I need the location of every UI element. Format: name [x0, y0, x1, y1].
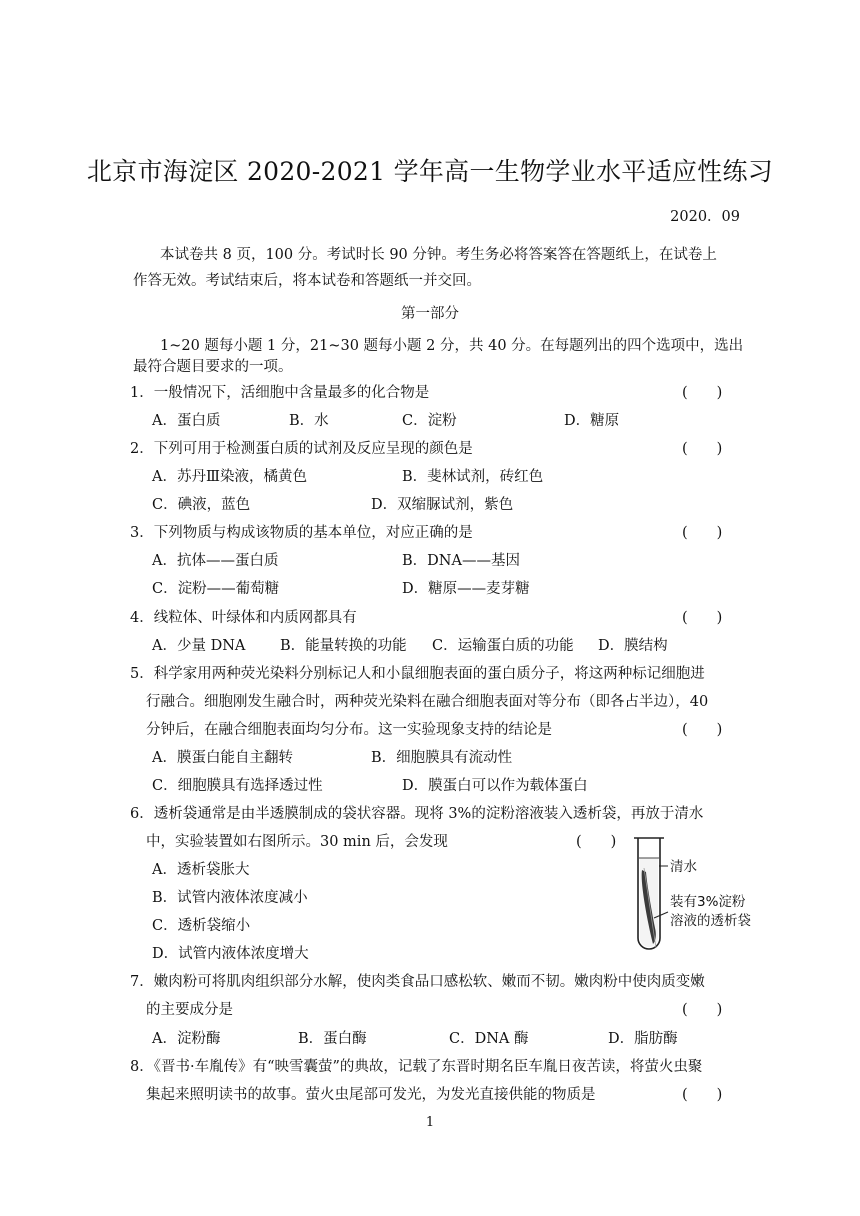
- question-7-option-a: A．淀粉酶: [152, 1031, 221, 1047]
- question-7-answer-blank: ( ): [682, 1002, 723, 1018]
- question-4-answer-blank: ( ): [682, 610, 723, 626]
- question-5-answer-blank: ( ): [682, 722, 723, 738]
- question-7-option-c: C．DNA 酶: [449, 1031, 529, 1047]
- question-7-option-b: B．蛋白酶: [298, 1031, 367, 1047]
- question-4-option-a: A．少量 DNA: [152, 638, 246, 654]
- question-5-option-b: B．细胞膜具有流动性: [371, 750, 513, 766]
- question-4-stem: 4．线粒体、叶绿体和内质网都具有: [130, 610, 357, 626]
- question-4-option-c: C．运输蛋白质的功能: [432, 638, 574, 654]
- question-5-stem-line-3: 分钟后，在融合细胞表面均匀分布。这一实验现象支持的结论是: [146, 722, 552, 738]
- question-8-stem-line-2: 集起来照明读书的故事。萤火虫尾部可发光，为发光直接供能的物质是: [146, 1087, 596, 1103]
- question-6-option-a: A．透析袋胀大: [152, 862, 250, 878]
- question-2-stem: 2．下列可用于检测蛋白质的试剂及反应呈现的颜色是: [130, 441, 473, 457]
- question-3-stem: 3．下列物质与构成该物质的基本单位，对应正确的是: [130, 525, 473, 541]
- question-1-option-a: A．蛋白质: [152, 413, 221, 429]
- test-tube-figure: [620, 830, 780, 960]
- question-6-stem-line-1: 6．透析袋通常是由半透膜制成的袋状容器。现将 3%的淀粉溶液装入透析袋，再放于清水: [130, 806, 704, 822]
- section-title: 第一部分: [401, 306, 459, 322]
- question-1-answer-blank: ( ): [682, 385, 723, 401]
- figure-label-bag-line-2: 溶液的透析袋: [670, 913, 751, 929]
- question-8-stem-line-1: 8．《晋书·车胤传》有“映雪囊萤”的典故，记载了东晋时期名臣车胤日夜苦读，将萤火虫聚: [130, 1059, 703, 1075]
- question-2-answer-blank: ( ): [682, 441, 723, 457]
- question-6-option-b: B．试管内液体浓度减小: [152, 890, 308, 906]
- question-3-option-d: D．糖原——麦芽糖: [402, 581, 530, 597]
- figure-label-water: 清水: [670, 859, 697, 875]
- question-3-answer-blank: ( ): [682, 525, 723, 541]
- question-2-option-d: D．双缩脲试剂，紫色: [371, 497, 514, 513]
- question-6-answer-blank: ( ): [576, 834, 617, 850]
- figure-label-bag-line-1: 装有3%淀粉: [670, 894, 746, 910]
- page-title: 北京市海淀区 2020-2021 学年高一生物学业水平适应性练习: [86, 157, 774, 186]
- question-2-option-a: A．苏丹Ⅲ染液，橘黄色: [152, 469, 307, 485]
- question-3-option-c: C．淀粉——葡萄糖: [152, 581, 280, 597]
- exam-date: 2020．09: [670, 209, 740, 225]
- question-7-stem-line-2: 的主要成分是: [146, 1002, 233, 1018]
- question-1-option-b: B．水: [289, 413, 329, 429]
- question-4-option-d: D．膜结构: [598, 638, 668, 654]
- test-tube-icon: [634, 838, 664, 949]
- question-5-stem-line-2: 行融合。细胞刚发生融合时，两种荧光染料在融合细胞表面对等分布（即各占半边），40: [146, 694, 709, 710]
- section-instructions-2: 最符合题目要求的一项。: [133, 359, 293, 375]
- question-2-option-b: B．斐林试剂，砖红色: [402, 469, 544, 485]
- question-1-option-c: C．淀粉: [402, 413, 457, 429]
- question-2-option-c: C．碘液，蓝色: [152, 497, 251, 513]
- question-5-stem-line-1: 5．科学家用两种荧光染料分别标记人和小鼠细胞表面的蛋白质分子，将这两种标记细胞进: [130, 666, 705, 682]
- question-8-answer-blank: ( ): [682, 1087, 723, 1103]
- question-7-option-d: D．脂肪酶: [608, 1031, 678, 1047]
- question-7-stem-line-1: 7．嫩肉粉可将肌肉组织部分水解，使肉类食品口感松软、嫩而不韧。嫩肉粉中使肉质变嫩: [130, 974, 705, 990]
- question-6-option-d: D．试管内液体浓度增大: [152, 946, 309, 962]
- question-6-option-c: C．透析袋缩小: [152, 918, 251, 934]
- question-5-option-a: A．膜蛋白能自主翻转: [152, 750, 293, 766]
- intro-line-2: 作答无效。考试结束后，将本试卷和答题纸一并交回。: [133, 273, 481, 289]
- question-5-option-c: C．细胞膜具有选择透过性: [152, 778, 323, 794]
- question-5-option-d: D．膜蛋白可以作为载体蛋白: [402, 778, 588, 794]
- intro-line-1: 本试卷共 8 页，100 分。考试时长 90 分钟。考生务必将答案答在答题纸上，在试卷上: [160, 247, 717, 263]
- question-3-option-a: A．抗体——蛋白质: [152, 553, 279, 569]
- question-6-stem-line-2: 中，实验装置如右图所示。30 min 后，会发现: [146, 834, 448, 850]
- question-1-option-d: D．糖原: [564, 413, 620, 429]
- question-1-stem: 1．一般情况下，活细胞中含量最多的化合物是: [130, 385, 430, 401]
- page-number: 1: [425, 1115, 435, 1130]
- question-3-option-b: B．DNA——基因: [402, 553, 520, 569]
- question-4-option-b: B．能量转换的功能: [280, 638, 407, 654]
- section-instructions-1: 1~20 题每小题 1 分，21~30 题每小题 2 分，共 40 分。在每题列出的四个选项中，选出: [160, 338, 744, 354]
